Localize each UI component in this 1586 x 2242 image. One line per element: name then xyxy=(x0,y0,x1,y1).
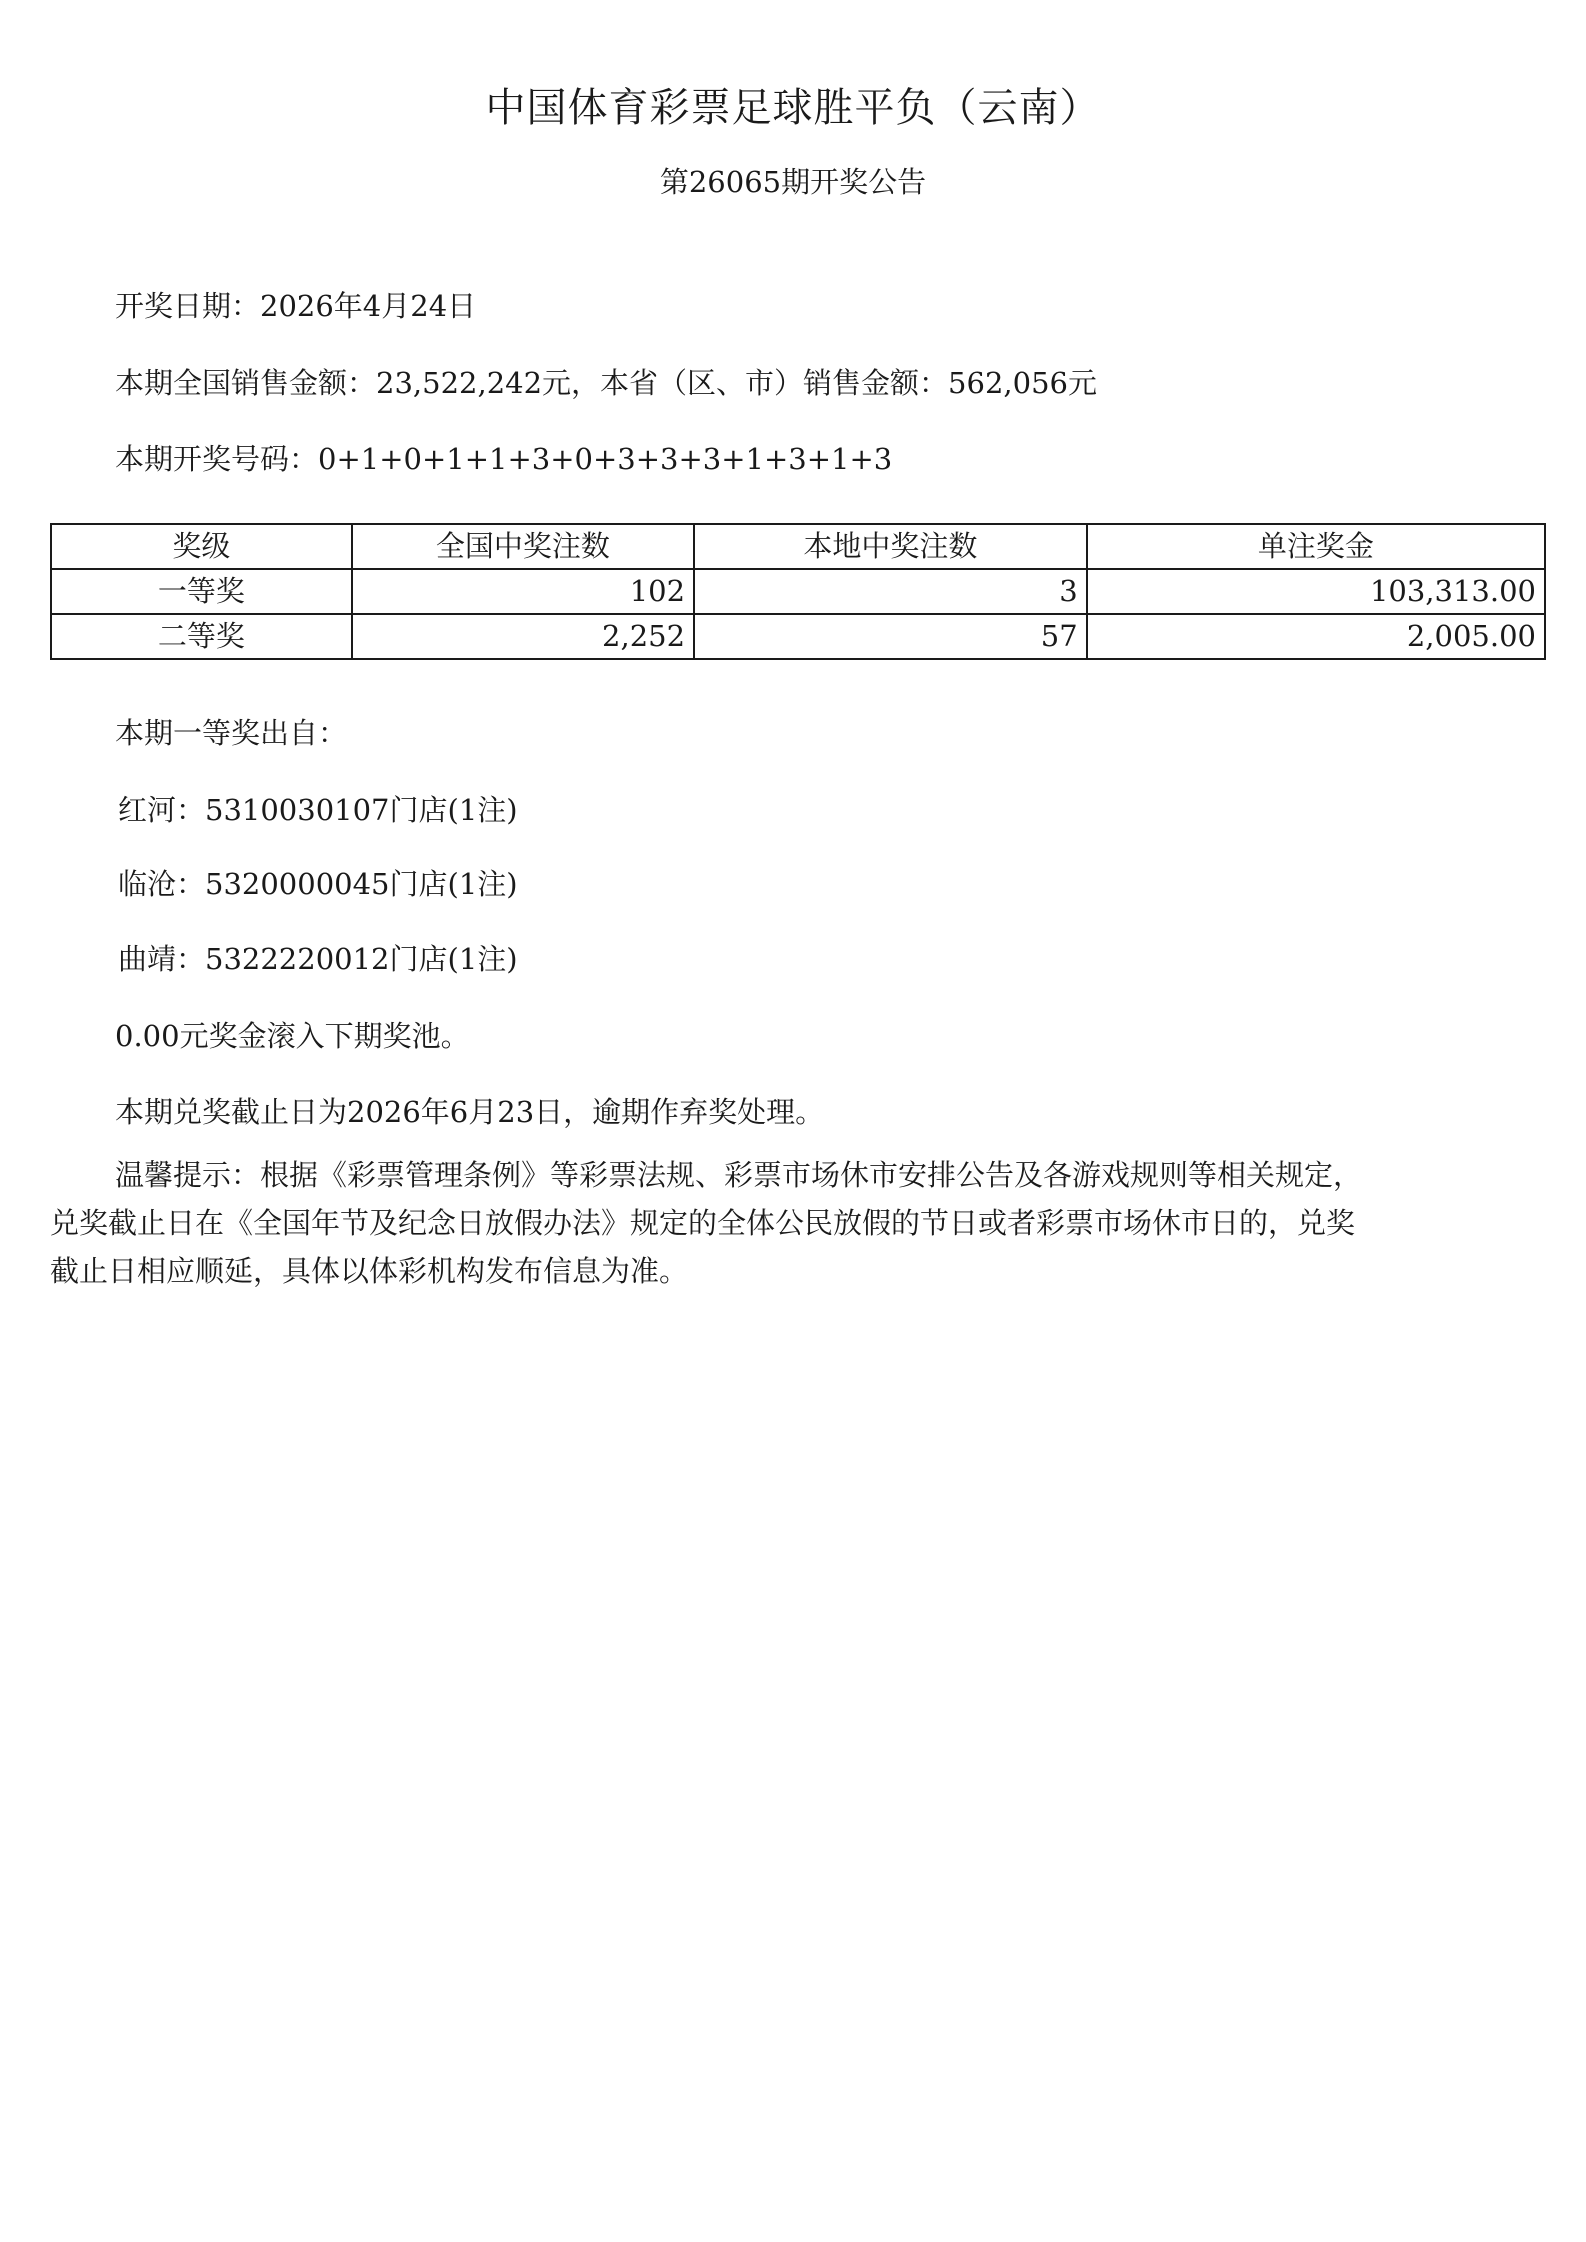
claim-deadline: 本期兑奖截止日为2026年6月23日，逾期作弃奖处理。 xyxy=(115,1095,825,1129)
winner-store-item: 曲靖：5322220012门店(1注) xyxy=(118,942,518,976)
table-row xyxy=(51,614,1545,659)
header-national-count: 全国中奖注数 xyxy=(352,524,694,569)
winner-store-item: 临沧：5320000045门店(1注) xyxy=(118,867,518,901)
first-prize-heading: 本期一等奖出自： xyxy=(115,716,348,750)
prize-table xyxy=(50,523,1546,660)
cell-local-count: 3 xyxy=(694,569,1087,614)
rollover-note: 0.00元奖金滚入下期奖池。 xyxy=(115,1019,470,1053)
notice-line: 截止日相应顺延，具体以体彩机构发布信息为准。 xyxy=(50,1254,689,1288)
sales-amount: 本期全国销售金额：23,522,242元，本省（区、市）销售金额：562,056元 xyxy=(115,366,1097,400)
header-prize-level: 奖级 xyxy=(51,524,352,569)
winning-numbers: 本期开奖号码：0+1+0+1+1+3+0+3+3+3+1+3+1+3 xyxy=(115,442,893,476)
cell-national-count: 102 xyxy=(352,569,694,614)
winner-store-item: 红河：5310030107门店(1注) xyxy=(118,793,518,827)
issue-subtitle: 第26065期开奖公告 xyxy=(659,165,927,199)
table-row xyxy=(51,569,1545,614)
reminder-notice xyxy=(50,1151,1546,1295)
page-title: 中国体育彩票足球胜平负（云南） xyxy=(485,85,1101,131)
cell-prize-level: 二等奖 xyxy=(51,614,352,659)
cell-prize-level: 一等奖 xyxy=(51,569,352,614)
table-header-row xyxy=(51,524,1545,569)
header-local-count: 本地中奖注数 xyxy=(694,524,1087,569)
notice-line: 温馨提示：根据《彩票管理条例》等彩票法规、彩票市场休市安排公告及各游戏规则等相关规定， xyxy=(115,1158,1363,1192)
cell-local-count: 57 xyxy=(694,614,1087,659)
cell-national-count: 2,252 xyxy=(352,614,694,659)
cell-prize-amount: 2,005.00 xyxy=(1087,614,1545,659)
cell-prize-amount: 103,313.00 xyxy=(1087,569,1545,614)
header-prize-amount: 单注奖金 xyxy=(1087,524,1545,569)
notice-line: 兑奖截止日在《全国年节及纪念日放假办法》规定的全体公民放假的节日或者彩票市场休市日的，兑奖 xyxy=(50,1206,1356,1240)
draw-date: 开奖日期：2026年4月24日 xyxy=(115,289,477,323)
